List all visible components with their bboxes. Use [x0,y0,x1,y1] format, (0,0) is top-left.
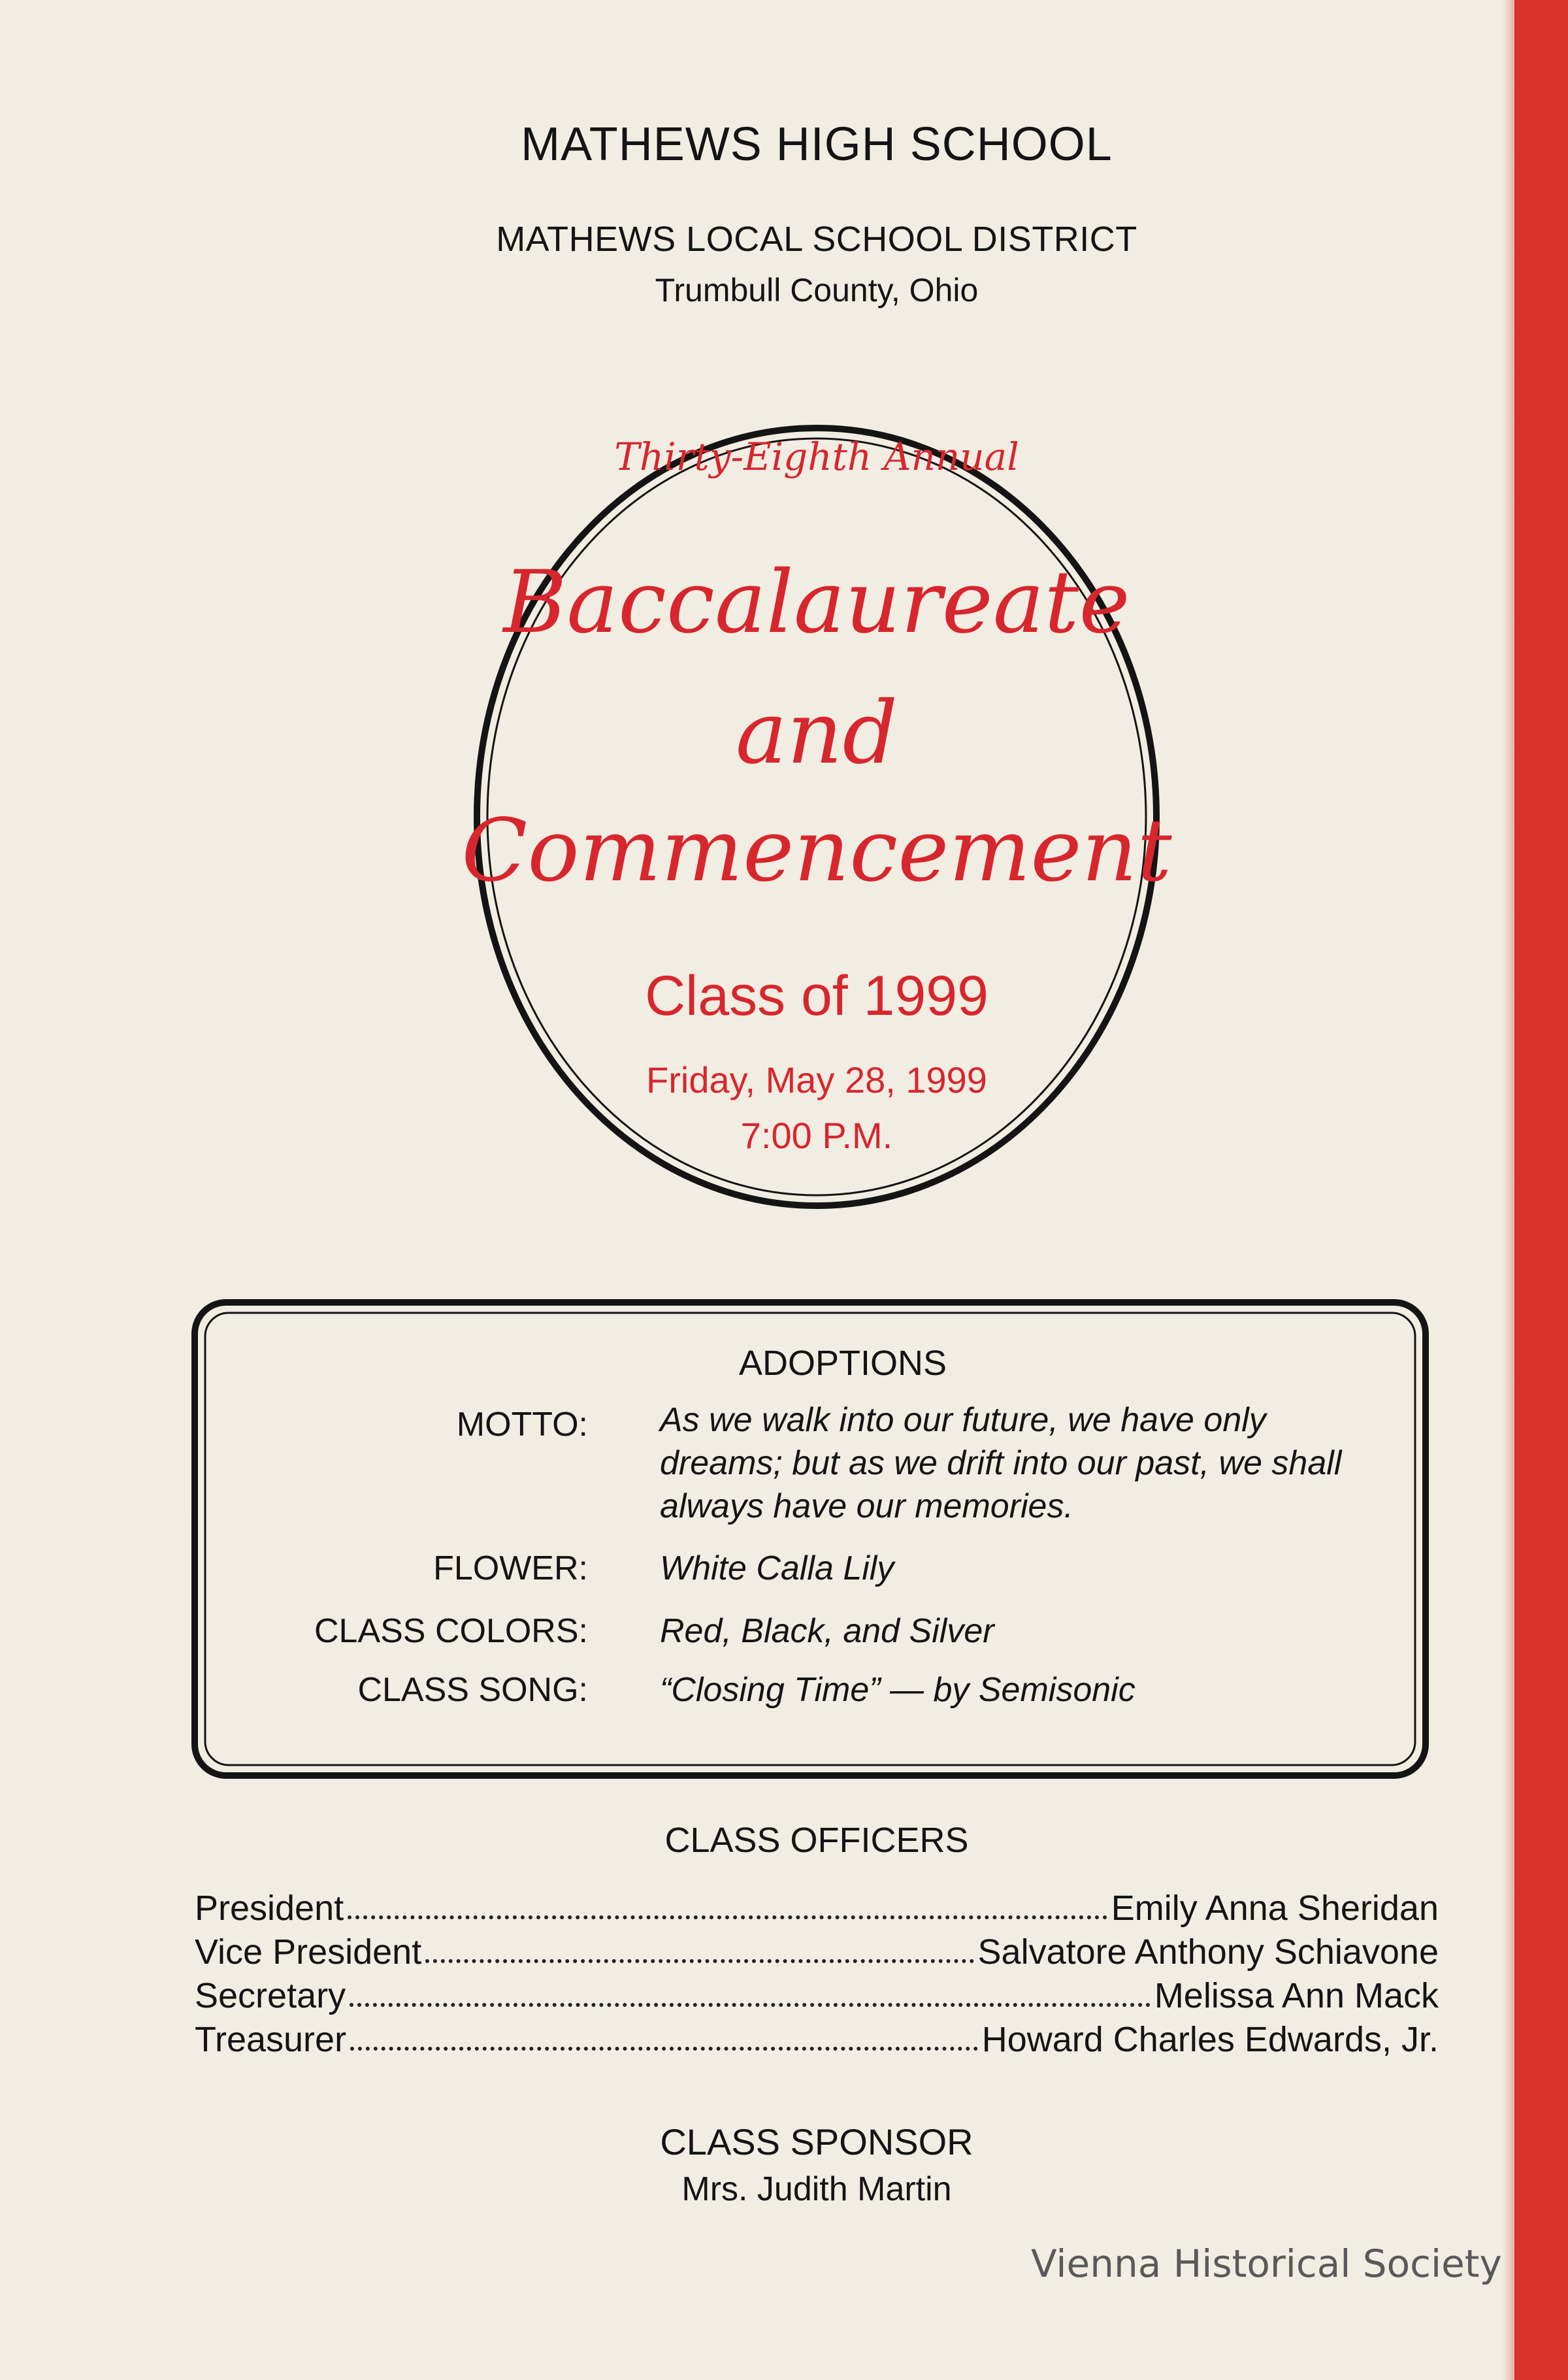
dot-leader [348,1915,1107,1919]
dot-leader [425,1959,973,1963]
officer-row [195,2017,1439,2060]
officer-role: Secretary [195,1976,346,2015]
song-label: CLASS SONG: [357,1671,588,1709]
county-name: Trumbull County, Ohio [655,272,979,308]
district-name: MATHEWS LOCAL SCHOOL DISTRICT [496,220,1137,259]
motto-label: MOTTO: [456,1406,588,1444]
officer-row [195,1885,1439,1928]
school-name: MATHEWS HIGH SCHOOL [521,118,1113,171]
colors-label: CLASS COLORS: [314,1612,588,1650]
title-commencement: Commencement [461,801,1172,901]
motto-value: As we walk into our future, we have only dreams; but as we drift into our past, we shall always have our memories. [660,1401,1342,1525]
officer-row [195,1929,1439,1972]
sponsor-title: CLASS SPONSOR [660,2121,973,2162]
event-time: 7:00 P.M. [740,1115,893,1156]
adoptions-title: ADOPTIONS [738,1344,947,1383]
dot-leader [350,2003,1151,2007]
title-and: and [735,683,898,784]
flower-label: FLOWER: [433,1549,588,1587]
song-value: “Closing Time” — by Semisonic [660,1671,1135,1709]
officer-row [195,1973,1439,2016]
flower-value: White Calla Lily [660,1549,894,1587]
officer-name: Emily Anna Sheridan [1111,1889,1439,1928]
watermark: Vienna Historical Society [1031,2241,1502,2286]
class-of: Class of 1999 [645,965,988,1027]
sponsor-name: Mrs. Judith Martin [681,2170,952,2208]
colors-value: Red, Black, and Silver [660,1612,994,1650]
officer-role: Treasurer [195,2020,347,2059]
officer-role: Vice President [195,1932,422,1972]
officer-name: Salvatore Anthony Schiavone [977,1932,1439,1972]
title-baccalaureate: Baccalaureate [503,552,1130,653]
officers-title: CLASS OFFICERS [664,1821,969,1860]
officer-role: President [195,1889,344,1928]
event-date: Friday, May 28, 1999 [646,1059,987,1100]
dot-leader [350,2047,978,2051]
annual-label: Thirty-Eighth Annual [614,435,1019,479]
officer-name: Howard Charles Edwards, Jr. [981,2020,1439,2059]
officer-name: Melissa Ann Mack [1154,1976,1439,2015]
red-paper-edge [1514,0,1568,2380]
